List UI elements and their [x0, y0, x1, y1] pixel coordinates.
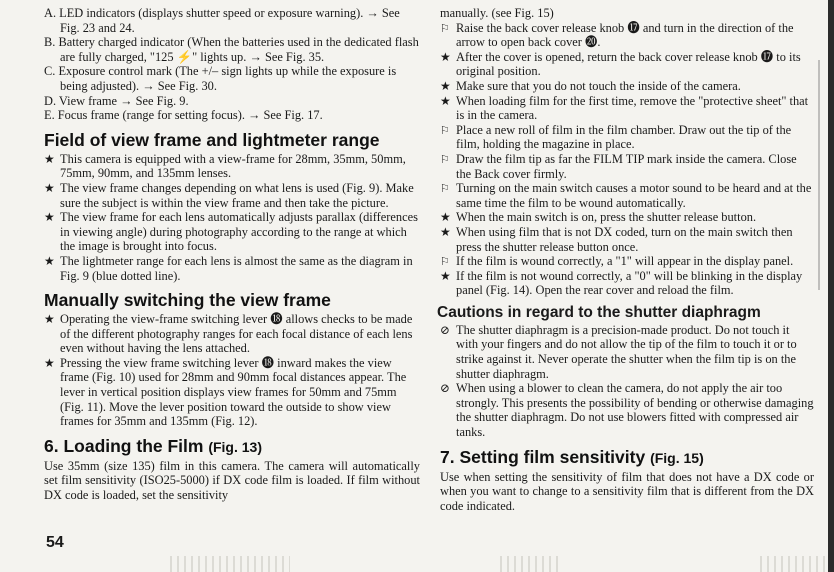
- list-item: ⊘ The shutter diaphragm is a precision-made product. Do not touch it with your fingers and do not allow the tip of the film to touch it or to strike against it. Never operate the shutter when the film tip is on the shutter diaphragm.: [440, 323, 814, 381]
- list-item: ★ This camera is equipped with a view-frame for 28mm, 35mm, 50mm, 75mm, 90mm, and 135mm lenses.: [44, 152, 420, 181]
- list-item: ⚐ Draw the film tip as far the FILM TIP mark inside the camera. Close the Back cover firmly.: [440, 152, 814, 181]
- film-sensitivity-body: Use when setting the sensitivity of film that does not have a DX code or when you want to change to a sensitivity film that is different from the DX code indicated.: [440, 469, 814, 513]
- page-edge: [828, 0, 834, 572]
- flag-icon: [440, 254, 454, 270]
- list-item: ⚐ Raise the back cover release knob ⓱ and turn in the direction of the arrow to open back cover ⓴.: [440, 21, 814, 50]
- page-scan-mark: [818, 60, 820, 290]
- prohibition-icon: [440, 323, 454, 338]
- list-item: ⚐ Turning on the main switch causes a motor sound to be heard and at the same time the film to be wound automatically.: [440, 181, 814, 210]
- list-item: ★ When loading film for the first time, remove the "protective sheet" that is in the camera.: [440, 94, 814, 123]
- field-of-view-heading: Field of view frame and lightmeter range: [44, 129, 380, 150]
- manual-switch-list: [44, 312, 420, 429]
- list-item: ⚐ Place a new roll of film in the film chamber. Draw out the tip of the film, holding the magazine in place.: [440, 123, 814, 152]
- flag-icon: [440, 21, 454, 37]
- label-d: D. View frame → See Fig. 9.: [44, 93, 189, 108]
- prohibition-icon: [440, 381, 454, 396]
- flag-icon: [440, 152, 454, 168]
- list-item: ★ After the cover is opened, return the back cover release knob ⓱ to its original position.: [440, 50, 814, 79]
- label-b: B. Battery charged indicator (When the batteries used in the dedicated flash are fully charged, "125 ⚡" lights up. → See Fig. 35.: [44, 35, 419, 64]
- star-icon: [44, 152, 58, 167]
- star-icon: [440, 79, 454, 94]
- continued-text: manually. (see Fig. 15): [440, 6, 554, 20]
- cautions-list: [440, 323, 814, 440]
- film-sensitivity-heading: 7. Setting film sensitivity (Fig. 15): [440, 446, 704, 467]
- display-labels-list: [44, 6, 420, 123]
- flag-icon: [440, 181, 454, 197]
- star-icon: [440, 94, 454, 109]
- star-icon: [44, 356, 58, 371]
- cautions-heading: Cautions in regard to the shutter diaphragm: [437, 303, 761, 321]
- scan-noise: [500, 556, 560, 572]
- label-e: E. Focus frame (range for setting focus). → See Fig. 17.: [44, 108, 323, 123]
- loading-steps-list: [440, 21, 814, 298]
- list-item: ⊘ When using a blower to clean the camera, do not apply the air too strongly. This presents the possibility of bending or otherwise damaging the shutter diaphragm. Do not use blowers fitted with compressed air tanks.: [440, 381, 814, 439]
- flag-icon: [440, 123, 454, 139]
- page-number: 54: [46, 534, 64, 551]
- list-item: ★ When the main switch is on, press the shutter release button.: [440, 210, 814, 225]
- list-item: ⚐ If the film is wound correctly, a "1" will appear in the display panel.: [440, 254, 814, 269]
- manual-switch-heading: Manually switching the view frame: [44, 290, 331, 311]
- star-icon: [440, 269, 454, 284]
- star-icon: [440, 210, 454, 225]
- loading-film-heading: 6. Loading the Film (Fig. 13): [44, 435, 262, 456]
- list-item: ★ If the film is not wound correctly, a "0" will be blinking in the display panel (Fig. 14). Open the rear cover and reload the film.: [440, 269, 814, 298]
- list-item: ★ When using film that is not DX coded, turn on the main switch then press the shutter release button once.: [440, 225, 814, 254]
- loading-film-body: Use 35mm (size 135) film in this camera. The camera will automatically set film sensitivity (ISO25-5000) if DX code film is loaded. If film without DX code is loaded, set the sensitivity: [44, 458, 420, 503]
- list-item: ★ The lightmeter range for each lens is almost the same as the diagram in Fig. 9 (blue dotted line).: [44, 254, 420, 283]
- field-of-view-list: [44, 152, 420, 283]
- star-icon: [440, 225, 454, 240]
- left-column: [44, 6, 420, 503]
- star-icon: [44, 312, 58, 327]
- list-item: ★ The view frame for each lens automatically adjusts parallax (differences in viewing angle) during photography according to the range at which the image is brought into focus.: [44, 210, 420, 254]
- scan-noise: [760, 556, 830, 572]
- label-a: A. LED indicators (displays shutter speed or exposure warning). → See Fig. 23 and 24.: [44, 6, 400, 35]
- label-c: C. Exposure control mark (The +/– sign lights up while the exposure is being adjusted). → See Fig. 30.: [44, 64, 397, 93]
- scan-noise: [170, 556, 290, 572]
- star-icon: [440, 50, 454, 65]
- star-icon: [44, 210, 58, 225]
- list-item: ★ The view frame changes depending on what lens is used (Fig. 9). Make sure the subject is within the view frame and then take the picture.: [44, 181, 420, 210]
- list-item: ★ Operating the view-frame switching lever ⓲ allows checks to be made of the different photography ranges for each focal distance of each lens even without having the lens attached.: [44, 312, 420, 356]
- star-icon: [44, 254, 58, 269]
- right-column: [437, 6, 814, 513]
- star-icon: [44, 181, 58, 196]
- list-item: ★ Pressing the view frame switching lever ⓲ inward makes the view frame (Fig. 10) used for 28mm and 90mm focal distances appear. The lever in vertical position displays view frames for 50mm and 75mm (Fig. 11). Move the lever position toward the outside to show view frames for 35mm and 135mm (Fig. 12).: [44, 356, 420, 429]
- list-item: ★ Make sure that you do not touch the inside of the camera.: [440, 79, 814, 94]
